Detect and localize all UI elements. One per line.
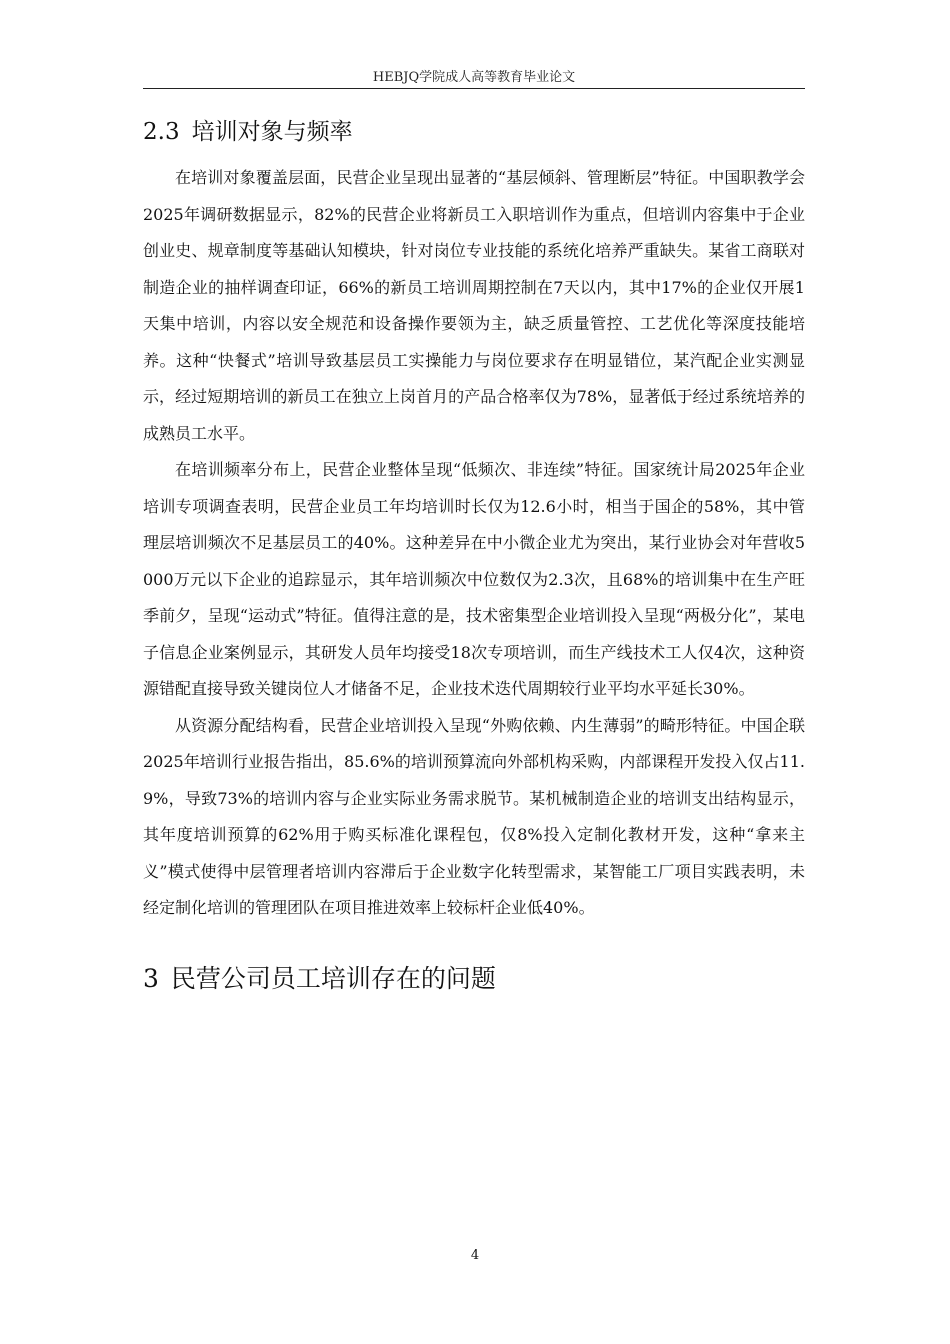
section-heading — [143, 112, 805, 152]
header-rule — [143, 88, 805, 89]
page-number: 4 — [470, 1248, 480, 1263]
paragraph-3: 从资源分配结构看，民营企业培训投入呈现“外购依赖、内生薄弱”的畸形特征。中国企联2025年培训行业报告指出，85.6%的培训预算流向外部机构采购，内部课程开发投入仅占11.9%，导致73%的培训内容与企业实际业务需求脱节。某机械制造企业的培训支出结构显示，其年度培训预算的62%用于购买标准化课程包，仅8%投入定制化教材开发，这种“拿来主义”模式使得中层管理者培训内容滞后于企业数字化转型需求，某智能工厂项目实践表明，未经定制化培训的管理团队在项目推进效率上较标杆企业低40%。 — [143, 715, 805, 917]
paragraph-1: 在培训对象覆盖层面，民营企业呈现出显著的“基层倾斜、管理断层”特征。中国职教学会2025年调研数据显示，82%的民营企业将新员工入职培训作为重点，但培训内容集中于企业创业史、规章制度等基础认知模块，针对岗位专业技能的系统化培养严重缺失。某省工商联对制造企业的抽样调查印证，66%的新员工培训周期控制在7天以内，其中17%的企业仅开展1天集中培训，内容以安全规范和设备操作要领为主，缺乏质量管控、工艺优化等深度技能培养。这种“快餐式”培训导致基层员工实操能力与岗位要求存在明显错位，某汽配企业实测显示，经过短期培训的新员工在独立上岗首月的产品合格率仅为78%，显著低于经过系统培养的成熟员工水平。 — [143, 168, 805, 443]
section-number: 2.3 — [143, 119, 180, 145]
chapter-title: 民营公司员工培训存在的问题 — [170, 963, 496, 993]
running-header: HEBJQ学院成人高等教育毕业论文 — [372, 70, 576, 85]
section-title: 培训对象与频率 — [191, 119, 353, 145]
chapter-heading — [143, 957, 805, 1001]
paragraph-2: 在培训频率分布上，民营企业整体呈现“低频次、非连续”特征。国家统计局2025年企业培训专项调查表明，民营企业员工年均培训时长仅为12.6小时，相当于国企的58%，其中管理层培训频次不足基层员工的40%。这种差异在中小微企业尤为突出，某行业协会对年营收5000万元以下企业的追踪显示，其年培训频次中位数仅为2.3次，且68%的培训集中在生产旺季前夕，呈现“运动式”特征。值得注意的是，技术密集型企业培训投入呈现“两极分化”，某电子信息企业案例显示，其研发人员年均接受18次专项培训，而生产线技术工人仅4次，这种资源错配直接导致关键岗位人才储备不足，企业技术迭代周期较行业平均水平延长30%。 — [143, 460, 805, 698]
page-content — [143, 112, 805, 1001]
chapter-number: 3 — [143, 963, 159, 993]
